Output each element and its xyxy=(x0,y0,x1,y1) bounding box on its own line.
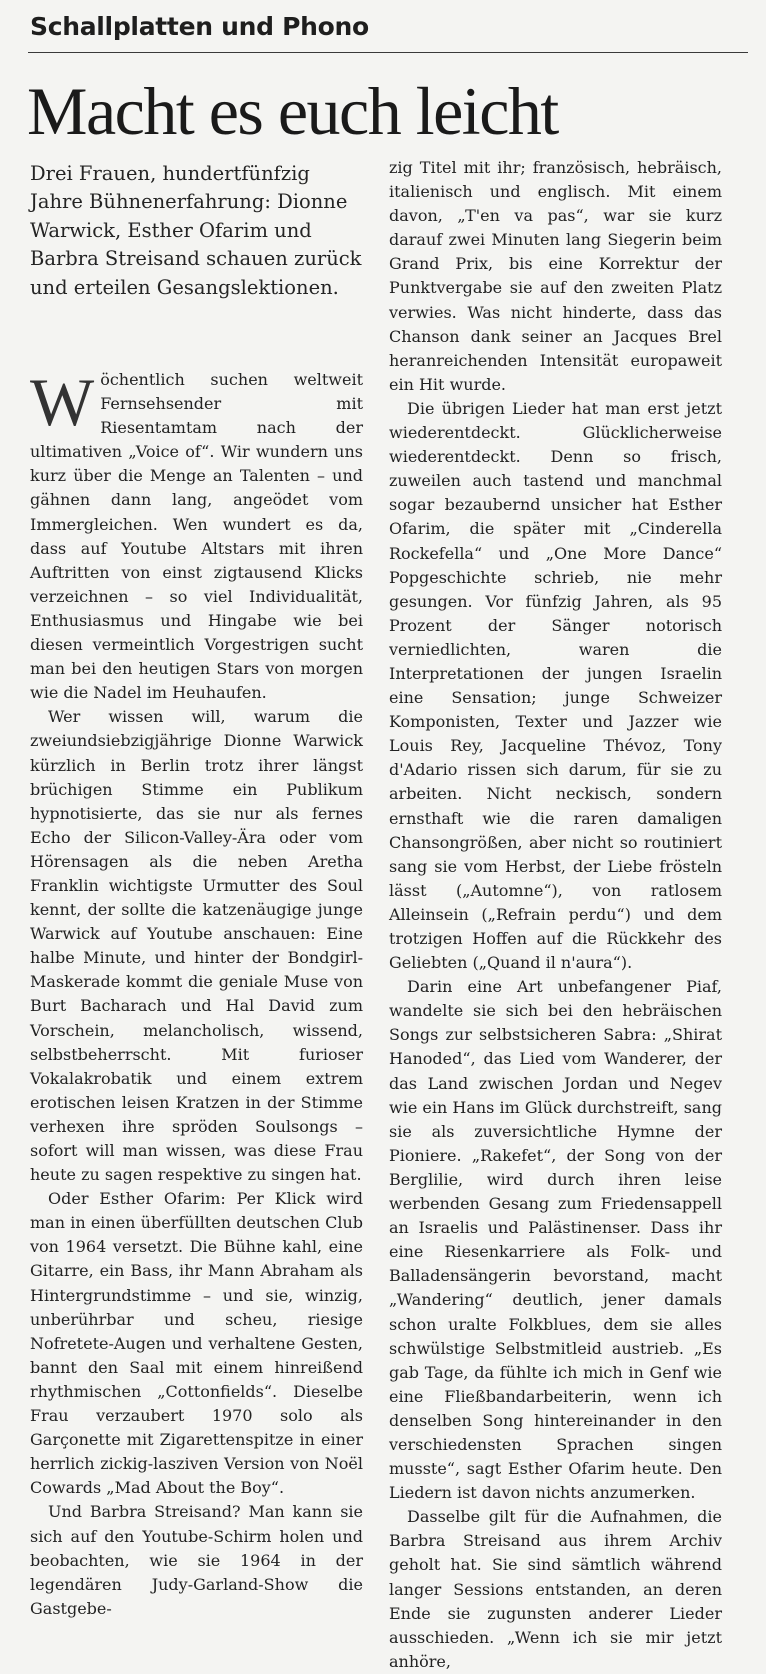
paragraph-text: öchentlich suchen weltweit Fernsehsender mit Riesentamtam nach der ultimativen „Voice of“. Wir wundern uns kurz über die Menge an Talenten – und gähnen dann lang, angeödet vom Immergleichen. Wen wundert es da, dass auf Youtube Altstars mit ihren Auftritten von einst zigtausend Klicks verzeichnen – so viel Individualität, Enthusiasmus und Hingabe wie bei diesen vermeintlich Vorgestrigen sucht man bei den heutigen Stars von morgen wie die Nadel im Heuhaufen. xyxy=(30,370,363,703)
section-title: Schallplatten und Phono xyxy=(30,12,369,41)
article-column-right xyxy=(389,156,722,1674)
paragraph: Oder Esther Ofarim: Per Klick wird man in einen überfüllten deutschen Club von 1964 versetzt. Die Bühne kahl, eine Gitarre, ein Bass, ihr Mann Abraham als Hintergrundstimme – und sie, winzig, unberührbar und scheu, riesige Nofretete-Augen und verhaltene Gesten, bannt den Saal mit einem hinreißend rhythmischen „Cottonfields“. Dieselbe Frau verzaubert 1970 solo als Garçonette mit Zigarettenspitze in einer herrlich zickig-lasziven Version von Noël Cowards „Mad About the Boy“. xyxy=(30,1189,363,1498)
paragraph: Und Barbra Streisand? Man kann sie sich auf den Youtube-Schirm holen und beobachten, wie sie 1964 in der legendären Judy-Garland-Show die Gastgebe- xyxy=(30,1502,363,1618)
article-column-left xyxy=(30,364,363,1621)
section-divider xyxy=(28,52,748,53)
paragraph: zig Titel mit ihr; französisch, hebräisch, italienisch und englisch. Mit einem davon, „T'en va pas“, war sie kurz darauf zwei Minuten lang Siegerin beim Grand Prix, bis eine Korrektur der Punktvergabe sie auf den zweiten Platz verwies. Was nicht hinderte, dass das Chanson dank seiner an Jacques Brel heranreichenden Intensität europaweit ein Hit wurde. xyxy=(389,158,722,394)
article-headline: Macht es euch leicht xyxy=(27,73,558,149)
paragraph: Die übrigen Lieder hat man erst jetzt wiederentdeckt. Glücklicherweise wiederentdeckt. Denn so frisch, zuweilen auch tastend und manchmal sogar bezaubernd unsicher hat Esther Ofarim, die später mit „Cinderella Rockefella“ und „One More Dance“ Popgeschichte schrieb, nie mehr gesungen. Vor fünfzig Jahren, als 95 Prozent der Sänger notorisch verniedlichten, waren die Interpretationen der jungen Israelin eine Sensation; junge Schweizer Komponisten, Texter und Jazzer wie Louis Rey, Jacqueline Thévoz, Tony d'Adario rissen sich darum, für sie zu arbeiten. Nicht neckisch, sondern ernsthaft wie die raren damaligen Chansongrößen, aber nicht so routiniert sang sie vom Herbst, der Liebe frösteln lässt („Automne“), von ratlosem Alleinsein („Refrain perdu“) und dem trotzigen Hoffen auf die Rückkehr des Geliebten („Quand il n'aura“). xyxy=(389,398,722,973)
paragraph: Darin eine Art unbefangener Piaf, wandelte sie sich bei den hebräischen Songs zur selbstsicheren Sabra: „Shirat Hanoded“, das Lied vom Wanderer, der das Land zwischen Jordan und Negev wie ein Hans im Glück durchstreift, sang sie als zuversichtliche Hymne der Pioniere. „Rakefet“, der Song von der Berglilie, wird durch ihren leise werbenden Gesang zum Friedensappell an Israelis und Palästinenser. Dass ihr eine Riesenkarriere als Folk- und Balladensängerin bevorstand, macht „Wandering“ deutlich, jener damals schon uralte Folkblues, dem sie alles schwülstige Selbstmitleid austrieb. „Es gab Tage, da fühlte ich mich in Genf wie eine Fließbandarbeiterin, wenn ich denselben Song hintereinander in den verschiedensten Sprachen singen musste“, sagt Esther Ofarim heute. Den Liedern ist davon nichts anzumerken. xyxy=(389,977,722,1503)
paragraph xyxy=(30,364,363,705)
paragraph: Dasselbe gilt für die Aufnahmen, die Barbra Streisand aus ihrem Archiv geholt hat. Sie sind sämtlich während langer Sessions entstanden, an deren Ende sie zugunsten anderer Lieder ausschieden. „Wenn ich sie mir jetzt anhöre, xyxy=(389,1507,722,1671)
paragraph: Wer wissen will, warum die zweiundsiebzigjährige Dionne Warwick kürzlich in Berlin trotz ihrer längst brüchigen Stimme ein Publikum hypnotisierte, das sie nur als fernes Echo der Silicon-Valley-Ära oder vom Hörensagen als die neben Aretha Franklin wichtigste Urmutter des Soul kennt, der sollte die katzenäugige junge Warwick auf Youtube anschauen: Eine halbe Minute, und hinter der Bondgirl-Maskerade kommt die geniale Muse von Burt Bacharach und Hal David zum Vorschein, melancholisch, wissend, selbstbeherrscht. Mit furioser Vokalakrobatik und einem extrem erotischen leisen Kratzen in der Stimme verhexen ihre spröden Soulsongs – sofort will man wissen, was diese Frau heute zu sagen respektive zu singen hat. xyxy=(30,707,363,1185)
drop-cap: W xyxy=(30,364,95,440)
article-lead: Drei Frauen, hundertfünfzig Jahre Bühnenerfahrung: Dionne Warwick, Esther Ofarim und Barbra Streisand schauen zurück und erteilen Gesangslektionen. xyxy=(30,162,362,299)
